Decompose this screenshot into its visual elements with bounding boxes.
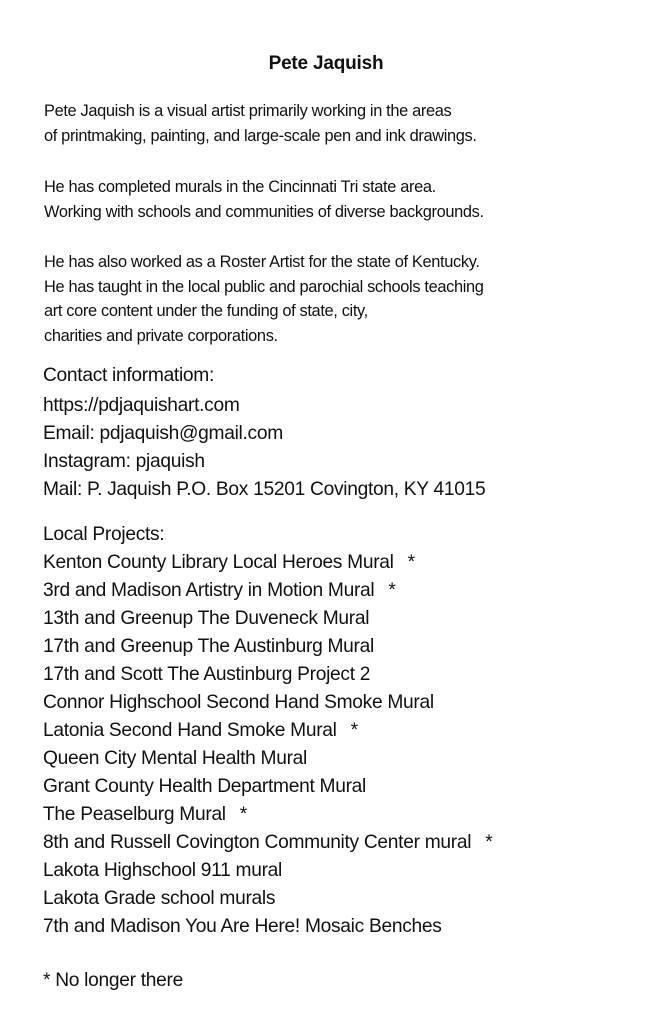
no-longer-there-marker: * [388, 580, 396, 601]
project-item [43, 633, 633, 661]
contact-heading: Contact informatiom: [43, 365, 215, 386]
no-longer-there-marker: * [407, 552, 415, 573]
bio-line: art core content under the funding of state, city, [44, 302, 368, 320]
project-name: Kenton County Library Local Heroes Mural [43, 552, 394, 573]
instagram-text: Instagram: pjaquish [43, 451, 205, 472]
project-name: Lakota Grade school murals [43, 888, 276, 909]
project-name: 17th and Scott The Austinburg Project 2 [43, 664, 371, 685]
project-item [43, 745, 633, 773]
contact-section [43, 361, 633, 504]
bio-line: of printmaking, painting, and large-scale pen and ink drawings. [44, 126, 477, 145]
project-name: Queen City Mental Health Mural [43, 748, 308, 769]
no-longer-there-marker: * [239, 804, 247, 825]
project-name: Connor Highschool Second Hand Smoke Mural [43, 692, 434, 713]
project-item [43, 549, 633, 577]
project-list [43, 549, 633, 941]
project-name: The Peaselburg Mural [43, 804, 226, 825]
bio-line: He has taught in the local public and parochial schools teaching [44, 277, 484, 296]
mail-address-text: Mail: P. Jaquish P.O. Box 15201 Covington, KY 41015 [43, 479, 486, 500]
bio-paragraph-3 [44, 250, 624, 348]
project-item [43, 605, 633, 633]
project-name: Latonia Second Hand Smoke Mural [43, 720, 337, 741]
project-name: Lakota Highschool 911 mural [43, 860, 282, 881]
bio-line: He has completed murals in the Cincinnati Tri state area. [44, 178, 436, 196]
website-text: https://pdjaquishart.com [43, 394, 240, 416]
project-item [43, 717, 633, 745]
project-name: 8th and Russell Covington Community Center mural [43, 832, 472, 853]
bio-line: He has also worked as a Roster Artist for the state of Kentucky. [44, 253, 480, 271]
project-item [43, 661, 633, 689]
local-projects-section [43, 521, 633, 941]
bio-line: Working with schools and communities of diverse backgrounds. [44, 202, 484, 221]
project-item [43, 913, 633, 941]
no-longer-there-marker: * [350, 720, 358, 741]
projects-heading: Local Projects: [43, 524, 165, 545]
bio-paragraph-2 [44, 175, 624, 224]
project-item [43, 689, 633, 717]
project-name: 13th and Greenup The Duveneck Mural [43, 608, 370, 629]
bio-paragraph-1 [44, 99, 624, 148]
bio-line: Pete Jaquish is a visual artist primarily working in the areas [44, 102, 452, 120]
project-name: 7th and Madison You Are Here! Mosaic Benches [43, 916, 442, 937]
bio-line: charities and private corporations. [44, 326, 278, 345]
project-name: 17th and Greenup The Austinburg Mural [43, 636, 374, 657]
project-item [43, 577, 633, 605]
project-item [43, 773, 633, 801]
project-name: 3rd and Madison Artistry in Motion Mural [43, 580, 375, 601]
no-longer-there-marker: * [485, 832, 493, 853]
project-name: Grant County Health Department Mural [43, 776, 366, 797]
project-item [43, 801, 633, 829]
footnote: * No longer there [43, 970, 183, 991]
project-item [43, 885, 633, 913]
project-item [43, 857, 633, 885]
project-item [43, 829, 633, 857]
email-text: Email: pdjaquish@gmail.com [43, 423, 283, 444]
page-title: Pete Jaquish [268, 53, 384, 74]
